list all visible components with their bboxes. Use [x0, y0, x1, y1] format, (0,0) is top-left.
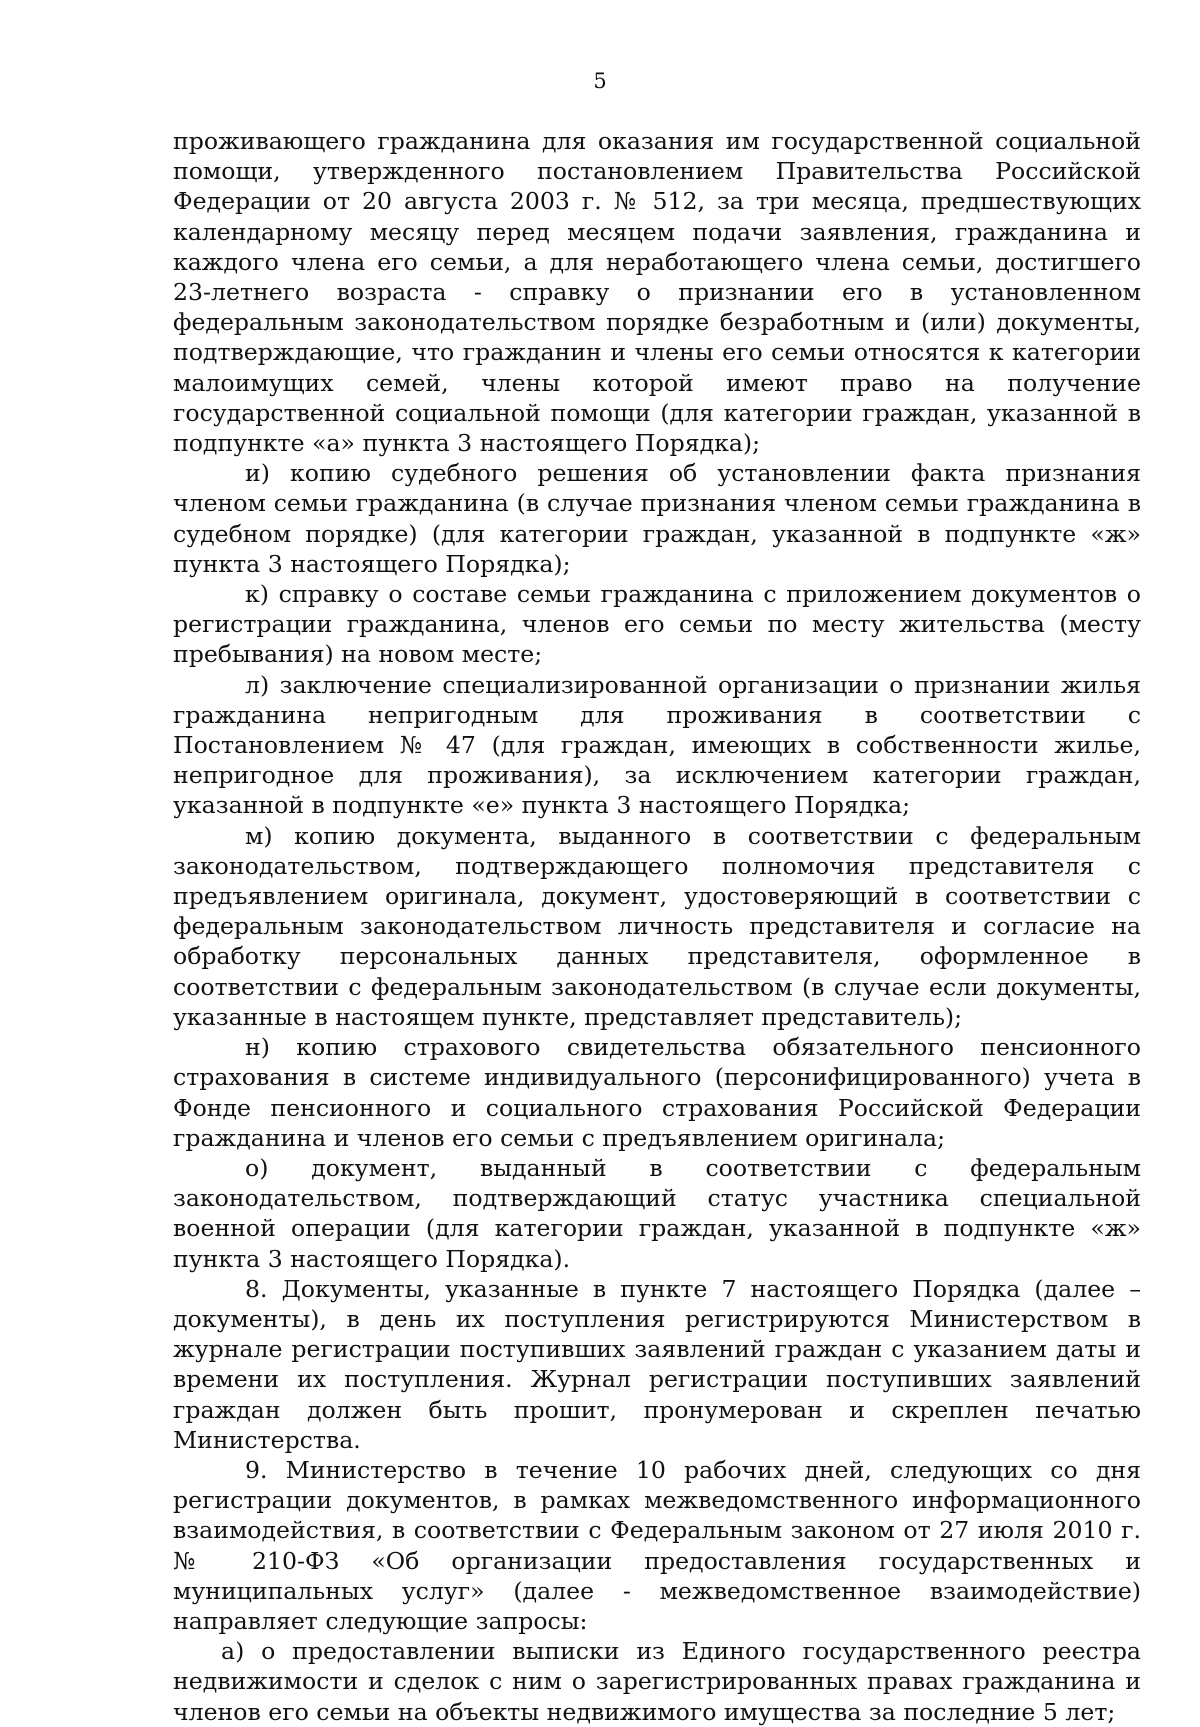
paragraph-item-m: м) копию документа, выданного в соответствии с федеральным законодательством, подтверждающего полномочия представителя с предъявлением оригинала, документ, удостоверяющий в соответствии с федеральным законодательством личность представителя и согласие на обработку персональных данных представителя, оформленное в соответствии с федеральным законодательством (в случае если документы, указанные в настоящем пункте, представляет представитель); — [173, 821, 1141, 1031]
paragraph-clause-9: 9. Министерство в течение 10 рабочих дней, следующих со дня регистрации документов, в рамках межведомственного информационного взаимодействия, в соответствии с Федеральным законом от 27 июля 2010 г. № 210-ФЗ «Об организации предоставления государственных и муниципальных услуг» (далее - межведомственное взаимодействие) направляет следующие запросы: — [173, 1455, 1141, 1635]
paragraph-item-a: а) о предоставлении выписки из Единого государственного реестра недвижимости и сделок с ним о зарегистрированных правах гражданина и членов его семьи на объекты недвижимого имущества за последние 5 лет; — [173, 1637, 1141, 1726]
paragraph-item-l: л) заключение специализированной организации о признании жилья гражданина непригодным для проживания в соответствии с Постановлением № 47 (для граждан, имеющих в собственности жилье, непригодное для проживания), за исключением категории граждан, указанной в подпункте «е» пункта 3 настоящего Порядка; — [173, 670, 1141, 820]
paragraph-clause-8: 8. Документы, указанные в пункте 7 настоящего Порядка (далее – документы), в день их поступления регистрируются Министерством в журнале регистрации поступивших заявлений граждан с указанием даты и времени их поступления. Журнал регистрации поступивших заявлений граждан должен быть прошит, пронумерован и скреплен печатью Министерства. — [173, 1274, 1141, 1454]
page-number: 5 — [593, 69, 607, 93]
paragraph-item-o: о) документ, выданный в соответствии с федеральным законодательством, подтверждающий статус участника специальной военной операции (для категории граждан, указанной в подпункте «ж» пункта 3 настоящего Порядка). — [173, 1153, 1141, 1273]
paragraph-item-k: к) справку о составе семьи гражданина с приложением документов о регистрации гражданина, членов его семьи по месту жительства (месту пребывания) на новом месте; — [173, 580, 1141, 669]
paragraph-continuation: проживающего гражданина для оказания им государственной социальной помощи, утвержденного постановлением Правительства Российской Федерации от 20 августа 2003 г. № 512, за три месяца, предшествующих календарному месяцу перед месяцем подачи заявления, гражданина и каждого члена его семьи, а для неработающего члена семьи, достигшего 23-летнего возраста - справку о признании его в установленном федеральным законодательством порядке безработным и (или) документы, подтверждающие, что гражданин и члены его семьи относятся к категории малоимущих семей, члены которой имеют право на получение государственной социальной помощи (для категории граждан, указанной в подпункте «а» пункта 3 настоящего Порядка); — [173, 127, 1141, 458]
document-body — [173, 126, 1141, 1727]
paragraph-item-n: н) копию страхового свидетельства обязательного пенсионного страхования в системе индивидуального (персонифицированного) учета в Фонде пенсионного и социального страхования Российской Федерации гражданина и членов его семьи с предъявлением оригинала; — [173, 1033, 1141, 1152]
paragraph-item-i: и) копию судебного решения об установлении факта признания членом семьи гражданина (в случае признания членом семьи гражданина в судебном порядке) (для категории граждан, указанной в подпункте «ж» пункта 3 настоящего Порядка); — [173, 459, 1141, 578]
